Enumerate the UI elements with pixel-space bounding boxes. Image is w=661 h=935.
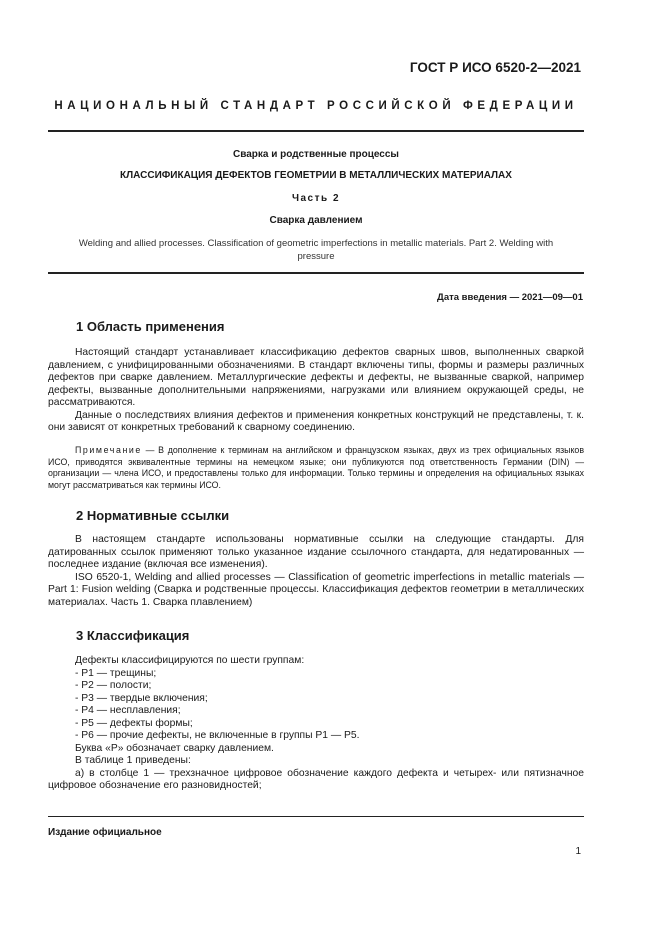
english-title-line2: pressure [297,251,335,262]
section2-paragraph2: ISO 6520-1, Welding and allied processes — Classification of geometric imperfections in metallic materials — Part 1: Fusion welding (Сварка и родственные процессы. Классификация дефектов геометрии в металлических материалах. Часть 1. Сварка плавлением) [48,571,584,608]
section3-heading: 3 Классификация [76,628,190,643]
title-part: Часть 2 [291,193,341,204]
letter-note: Буква «P» обозначает сварку давлением. [75,742,274,754]
document-code: ГОСТ Р ИСО 6520-2—2021 [409,60,581,75]
footer-divider [48,816,584,817]
title-subtitle: Сварка давлением [269,215,363,226]
section1-paragraph1: Настоящий стандарт устанавливает классификацию дефектов сварных швов, выполненных сваркой давлением, с унифицированными обозначениями. В стандарт включены типы, формы и размеры различных дефектов при сварке давлением. Металлургические дефекты и дефекты, не вызванные сваркой, например дефекты, вызванные дополнительными напряжениями, нагрузками или влиянием окружающей среды, не рассматриваются. [48,347,584,408]
list-item: - P1 — трещины; [75,667,157,679]
section1-note [48,445,584,491]
section2-paragraph1: В настоящем стандарте использованы нормативные ссылки на следующие стандарты. Для датированных ссылок применяют только указанное издание ссылочного стандарта, для недатированных — последнее издание (включая все изменения). [48,534,584,570]
note-label: Примечание [75,445,142,455]
english-title [48,237,584,263]
title-main: КЛАССИФИКАЦИЯ ДЕФЕКТОВ ГЕОМЕТРИИ В МЕТАЛЛИЧЕСКИХ МАТЕРИАЛАХ [120,170,512,181]
list-item: - P2 — полости; [75,680,152,691]
page-number: 1 [575,846,581,857]
section1-heading: 1 Область применения [76,319,225,334]
section1-body [48,347,584,435]
classification-lead: Дефекты классифицируются по шести группам: [75,655,305,666]
section2-heading: 2 Нормативные ссылки [76,508,230,523]
list-item-a: а) в столбце 1 — трехзначное цифровое обозначение каждого дефекта и четырех- или пятизначное цифровое обозначение его разновидностей; [48,767,584,791]
table-lead: В таблице 1 приведены: [75,755,191,766]
official-edition-label: Издание официальное [48,827,162,838]
title-series: Сварка и родственные процессы [233,149,399,160]
section3-body [48,655,584,793]
list-item: - P5 — дефекты формы; [75,717,193,729]
list-item: - P6 — прочие дефекты, не включенные в группы P1 — P5. [75,730,360,741]
note-text: — В дополнение к терминам на английском и французском языках, двух из трех официальных языков ИСО, приводятся эквивалентные термины на немецком языке; они публикуются под ответственность Германии (DIN) — организации — члена ИСО, и предоставлены только для информации. Только термины и определения на официальных языках могут рассматриваться как термины ИСО. [48,445,584,490]
list-item: - P4 — несплавления; [75,705,181,716]
section2-body [48,534,584,609]
section1-paragraph2: Данные о последствиях влияния дефектов и применения конкретных конструкций не представлены, т. к. они зависят от конкретных требований к сварному соединению. [48,409,584,433]
introduction-date: Дата введения — 2021—09—01 [437,292,583,303]
list-item: - P3 — твердые включения; [75,692,208,704]
english-title-line1: Welding and allied processes. Classification of geometric imperfections in metallic materials. Part 2. Welding with [78,238,554,249]
national-standard-heading: НАЦИОНАЛЬНЫЙ СТАНДАРТ РОССИЙСКОЙ ФЕДЕРАЦИИ [54,100,578,112]
header-divider [48,130,584,132]
title-divider [48,272,584,274]
